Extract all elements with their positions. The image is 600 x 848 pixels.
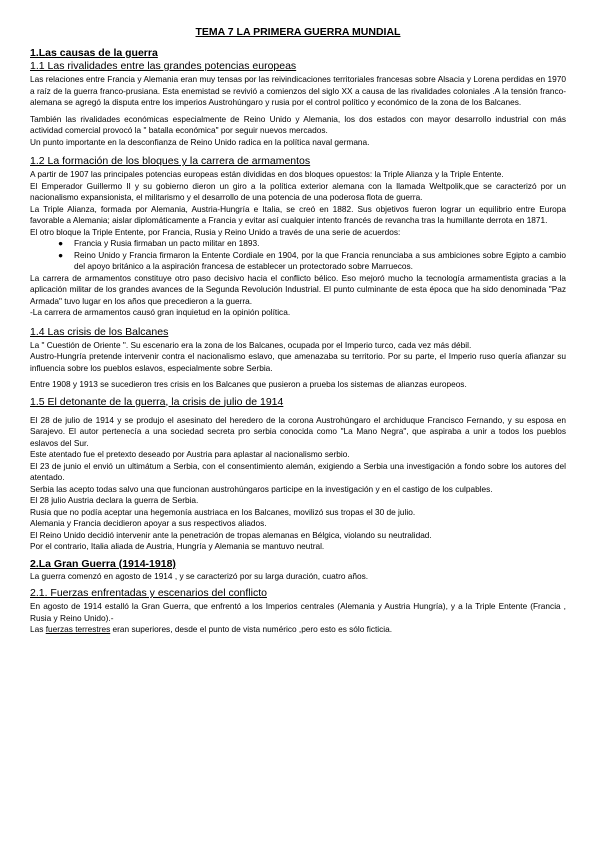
subsection-heading-detonante: 1.5 El detonante de la guerra, la crisis de julio de 1914: [30, 395, 284, 408]
bullet-icon: ●: [58, 249, 64, 260]
subsection-heading-bloques: 1.2 La formación de los bloques y la carrera de armamentos: [30, 155, 311, 167]
paragraph: Las relaciones entre Francia y Alemania eran muy tensas por las reivindicaciones territoriales francesas sobre Alsacia y Lorena perdidas en 1970 a raíz de la guerra franco-prusiana. Esta enemistad se revivió a comienzos del siglo XX a causa de las rivalidades coloniales .A la tensión franco-alemana se agregó la disputa entre los imperios Austrohúngaro y rusia por el control político y económico de la zona de los Balcanes.: [30, 74, 566, 107]
paragraph: El Reino Unido decidió intervenir ante la penetración de tropas alemanas en Bélgica, violando su neutralidad.: [30, 529, 432, 540]
paragraph: El otro bloque la Triple Entente, por Francia, Rusia y Reino Unido a través de una serie de acuerdos:: [30, 226, 401, 237]
paragraph: La carrera de armamentos constituye otro paso decisivo hacia el conflicto bélico. Eso mejoró mucho la tecnología armamentista gracias a la aplicación militar de los grandes avances de la Segunda Revolución Industrial. El punto culminante de esta época que ha sido denominada "Paz Armada" tuvo lugar en los años que precedieron a la guerra.: [30, 272, 566, 306]
paragraph: También las rivalidades económicas especialmente de Reino Unido y Alemania, los dos estados con mayor desarrollo industrial con más actividad comercial provocó la " batalla económica" por seguir nuevos mercados.: [30, 113, 566, 135]
paragraph: Este atentado fue el pretexto deseado por Austria para aplastar al nacionalismo serbio.: [30, 449, 350, 459]
bullet-icon: ●: [58, 238, 64, 248]
paragraph: Un punto importante en la desconfianza de Reino Unido radica en la política naval germana.: [30, 136, 370, 147]
bullet-list: [30, 238, 566, 273]
paragraph: Las fuerzas terrestres eran superiores, desde el punto de vista numérico ,pero esto es sólo ficticia.: [30, 624, 393, 634]
subsection-heading-fuerzas: 2.1. Fuerzas enfrentadas y escenarios del conflicto: [30, 587, 267, 599]
section-heading-causas: 1.Las causas de la guerra: [30, 47, 158, 59]
paragraph: El 23 de junio el envió un ultimátum a Serbia, con el consentimiento alemán, exigiendo a Serbia una investigación a fondo sobre los autores del atentado.: [30, 460, 566, 482]
paragraph: A partir de 1907 las principales potencias europeas están divididas en dos bloques opuestos: la Triple Alianza y la Triple Entente.: [30, 169, 504, 179]
list-item: ● Francia y Rusia firmaban un pacto militar en 1893.: [58, 238, 260, 248]
paragraph: El Emperador Guillermo II y su gobierno dieron un giro a la política exterior alemana con la llamada Weltpolik,que se caracterizó por un nacionalismo expansionista, el militarismo y el desarrollo de una potencia de una poderosa flota de guerra.: [30, 180, 566, 202]
underlined-term: fuerzas terrestres: [45, 624, 111, 634]
paragraph: El 28 de julio de 1914 y se produjo el asesinato del heredero de la corona Austrohúngaro el archiduque Francisco Fernando, y su esposa en Sarajevo. El autor pertenecía a una sociedad secreta pro serbia conocida como "La Mano Negra", que aspiraba a unir a todos los pueblos eslavos del Sur.: [30, 414, 566, 448]
paragraph: Austro-Hungría pretende intervenir contra el nacionalismo eslavo, que amenazaba su territorio. Por su parte, el Imperio ruso quería afianzar su influencia sobre los pueblos eslavos, especialmente sobre Serbia.: [30, 351, 566, 373]
list-item: ● Reino Unido y Francia firmaron la Entente Cordiale en 1904, por la que Francia renunciaba a sus ambiciones sobre Egipto a cambio del apoyo británico a la aspiración francesa de establecer un protectorado sobre Marruecos.: [58, 249, 566, 271]
paragraph: La guerra comenzó en agosto de 1914 , y se caracterizó por su larga duración, cuatro años.: [30, 570, 369, 581]
subsection-heading-rivalidades: 1.1 Las rivalidades entre las grandes potencias europeas: [30, 60, 297, 72]
document-title: TEMA 7 LA PRIMERA GUERRA MUNDIAL: [195, 26, 401, 38]
paragraph: Entre 1908 y 1913 se sucedieron tres crisis en los Balcanes que pusieron a prueba los sistemas de alianzas europeos.: [30, 379, 467, 389]
paragraph: El 28 julio Austria declara la guerra de Serbia.: [30, 495, 199, 505]
paragraph: La " Cuestión de Oriente ". Su escenario era la zona de los Balcanes, ocupada por el Imperio turco, cada vez más débil.: [30, 339, 472, 350]
paragraph: Rusia que no podía aceptar una hegemonía austriaca en los Balcanes, movilizó sus tropas el 30 de julio.: [30, 506, 416, 517]
paragraph: -La carrera de armamentos causó gran inquietud en la opinión política.: [30, 307, 291, 317]
paragraph: La Triple Alianza, formada por Alemania, Austria-Hungría e Italia, se creó en 1882. Sus objetivos fueron lograr un equilibrio entre Europa favorable a Alemania; aislar diplomáticamente a Francia y evitar así cualquier intento francés de revancha tras la humillante derrota en 1871.: [30, 203, 566, 225]
paragraph: Por el contrario, Italia aliada de Austria, Hungría y Alemania se mantuvo neutral.: [30, 541, 325, 551]
section-heading-gran-guerra: 2.La Gran Guerra (1914-1918): [30, 557, 176, 570]
subsection-heading-balcanes: 1.4 Las crisis de los Balcanes: [30, 325, 169, 338]
paragraph: Alemania y Francia decidieron apoyar a sus respectivos aliados.: [30, 518, 267, 528]
paragraph: Serbia las acepto todas salvo una que funcionan austrohúngaros participe en la investigación y en el castigo de los culpables.: [30, 483, 493, 494]
paragraph: En agosto de 1914 estalló la Gran Guerra, que enfrentó a los Imperios centrales (Alemania y Austria Hungría), y a la Triple Entente (Francia , Rusia y Reino Unido).-: [30, 601, 566, 623]
